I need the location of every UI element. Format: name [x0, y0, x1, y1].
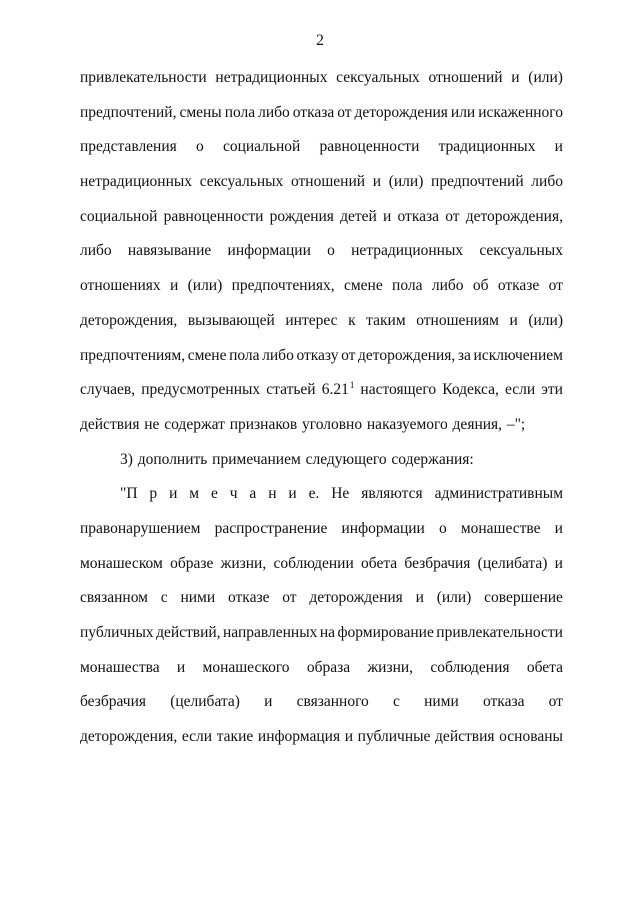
text-line-14: правонарушением распространение информации о монашестве и: [80, 519, 563, 537]
document-body: [80, 68, 563, 762]
text-line-2: предпочтений, смены пола либо отказа от деторождения или искаженного: [80, 103, 563, 121]
text-line-12: 3) дополнить примечанием следующего содержания:: [120, 450, 474, 468]
text-line-9: предпочтениям, смене пола либо отказу от деторождения, за исключением: [80, 346, 563, 364]
text-line-1: привлекательности нетрадиционных сексуальных отношений и (или): [80, 69, 563, 86]
text-line-20: деторождения, если такие информация и публичные действия основаны: [80, 728, 563, 746]
text-line-3: представления о социальной равноценности традиционных и: [80, 138, 563, 156]
text-line-11: действия не содержат признаков уголовно наказуемого деяния, –";: [80, 415, 526, 433]
text-line-13: "П р и м е ч а н и е. Не являются административным: [120, 485, 563, 503]
text-line-7: отношениях и (или) предпочтениях, смене пола либо об отказе от: [80, 277, 563, 295]
text-line-18: монашества и монашеского образа жизни, соблюдения обета: [80, 658, 563, 676]
text-line-19: безбрачия (целибата) и связанного с ними отказа от: [80, 693, 563, 711]
text-line-6: либо навязывание информации о нетрадиционных сексуальных: [80, 242, 563, 260]
text-line-5: социальной равноценности рождения детей и отказа от деторождения,: [80, 207, 563, 225]
text-line-4: нетрадиционных сексуальных отношений и (или) предпочтений либо: [80, 173, 563, 191]
text-line-15: монашеском образе жизни, соблюдении обета безбрачия (целибата) и: [80, 554, 563, 572]
text-line-10: случаев, предусмотренных статьей 6.21$^1$ настоящего Кодекса, если эти: [80, 380, 563, 399]
text-line-16: связанном с ними отказе от деторождения и (или) совершение: [80, 589, 563, 607]
text-line-8: деторождения, вызывающей интерес к таким отношениям и (или): [80, 311, 563, 329]
superscript-marker: 1: [349, 380, 355, 391]
text-line-17: публичных действий, направленных на формирование привлекательности: [80, 624, 563, 641]
page-number: 2: [316, 32, 324, 49]
